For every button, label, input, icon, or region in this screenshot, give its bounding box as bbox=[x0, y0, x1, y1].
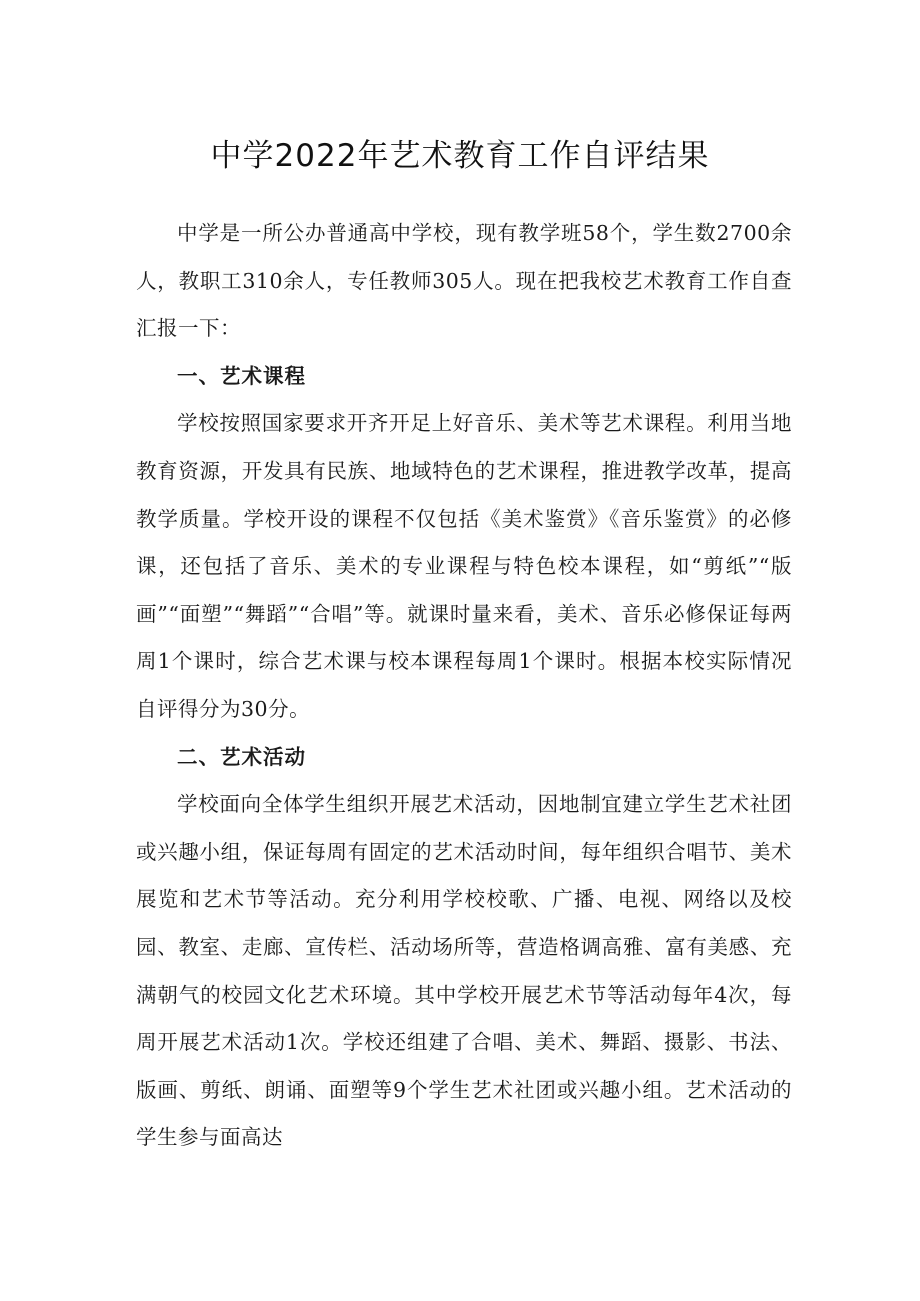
section-heading-art-courses: 一、艺术课程 bbox=[177, 363, 306, 388]
section-paragraph-art-courses: 学校按照国家要求开齐开足上好音乐、美术等艺术课程。利用当地教育资源，开发具有民族、地域特色的艺术课程，推进教学改革，提高教学质量。学校开设的课程不仅包括《美术鉴赏》《音乐鉴赏》的必修课，还包括了音乐、美术的专业课程与特色校本课程，如“剪纸”“版画”“面塑”“舞蹈”“合唱”等。就课时量来看，美术、音乐必修保证每两周1个课时，综合艺术课与校本课程每周1个课时。根据本校实际情况自评得分为30分。 bbox=[136, 411, 792, 721]
section-paragraph-art-activities: 学校面向全体学生组织开展艺术活动，因地制宜建立学生艺术社团或兴趣小组，保证每周有固定的艺术活动时间，每年组织合唱节、美术展览和艺术节等活动。充分利用学校校歌、广播、电视、网络以及校园、教室、走廊、宣传栏、活动场所等，营造格调高雅、富有美感、充满朝气的校园文化艺术环境。其中学校开展艺术节等活动每年4次，每周开展艺术活动1次。学校还组建了合唱、美术、舞蹈、摄影、书法、版画、剪纸、朗诵、面塑等9个学生艺术社团或兴趣小组。艺术活动的学生参与面高达 bbox=[136, 792, 792, 1150]
document-body bbox=[136, 210, 792, 1162]
section-heading-art-activities: 二、艺术活动 bbox=[177, 744, 306, 769]
document-title: 中学2022年艺术教育工作自评结果 bbox=[210, 138, 710, 174]
intro-paragraph: 中学是一所公办普通高中学校，现有教学班58个，学生数2700余人，教职工310余人，专任教师305人。现在把我校艺术教育工作自查汇报一下： bbox=[136, 221, 792, 341]
